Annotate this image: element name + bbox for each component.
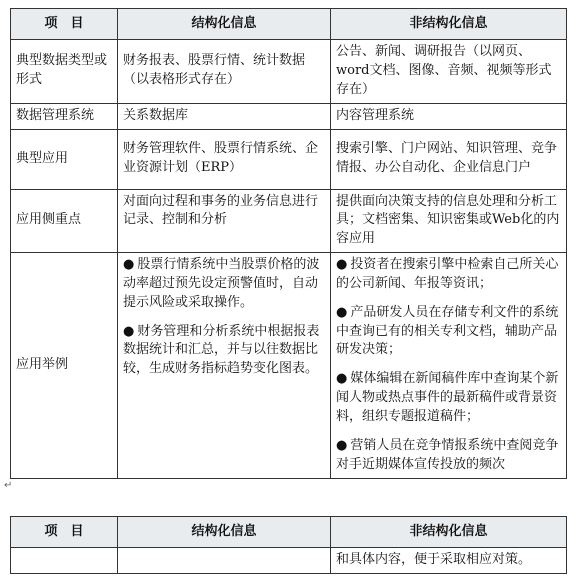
table-row <box>11 189 567 253</box>
bullet-icon: ● <box>336 304 348 320</box>
unstructured-cell: 公告、新闻、调研报告（以网页、word文档、图像、音频、视频等形式存在） <box>331 40 567 104</box>
example-item: ● 媒体编辑在新闻稿件库中查询某个新闻人物或热点事件的最新稿件或背景资料，组织专题报道稿件； <box>336 371 559 424</box>
example-item: ● 财务管理和分析系统中根据报表数据统计和汇总，并与以往数据比较，生成财务指标趋势变化图表。 <box>123 323 320 377</box>
paragraph-mark-icon: ↵ <box>4 480 13 491</box>
header-unstructured: 非结构化信息 <box>331 9 567 40</box>
bullet-icon: ● <box>336 437 348 453</box>
comparison-table-continued <box>10 516 567 574</box>
structured-cell: 财务报表、股票行情、统计数据（以表格形式存在） <box>118 40 331 104</box>
structured-cell: 财务管理软件、股票行情系统、企业资源计划（ERP） <box>118 129 331 189</box>
bullet-icon: ● <box>123 323 135 339</box>
bullet-icon: ● <box>336 371 348 387</box>
row-label: 应用举例 <box>11 253 118 478</box>
table-header-row <box>11 517 567 548</box>
header-structured: 结构化信息 <box>118 9 331 40</box>
bullet-icon: ● <box>123 257 135 273</box>
table-row <box>11 129 567 189</box>
structured-cell <box>118 548 331 574</box>
example-item: ● 股票行情系统中当股票价格的波动率超过预先设定预警值时，自动提示风险或采取操作。 <box>123 257 320 310</box>
unstructured-cell: 搜索引擎、门户网站、知识管理、竞争情报、办公自动化、企业信息门户 <box>331 129 567 189</box>
row-label: 典型数据类型或形式 <box>11 40 118 104</box>
table-row-example <box>11 253 567 478</box>
row-label: 典型应用 <box>11 129 118 189</box>
example-item: ● 投资者在搜索引擎中检索自己所关心的公司新闻、年报等资讯； <box>336 257 559 291</box>
example-item: ● 营销人员在竞争情报系统中查阅竞争对手近期媒体宣传投放的频次 <box>336 437 559 472</box>
structured-examples <box>118 253 331 478</box>
row-label <box>11 548 118 574</box>
table-row <box>11 103 567 129</box>
structured-cell: 关系数据库 <box>118 103 331 129</box>
table-row <box>11 40 567 104</box>
header-structured: 结构化信息 <box>118 517 331 548</box>
table-row <box>11 548 567 574</box>
row-label: 应用侧重点 <box>11 189 118 253</box>
header-item: 项 目 <box>11 517 118 548</box>
table-header-row <box>11 9 567 40</box>
unstructured-cell: 提供面向决策支持的信息处理和分析工具；文档密集、知识密集或Web化的内容应用 <box>331 189 567 253</box>
unstructured-examples <box>331 253 567 478</box>
header-item: 项 目 <box>11 9 118 40</box>
header-unstructured: 非结构化信息 <box>331 517 567 548</box>
row-label: 数据管理系统 <box>11 103 118 129</box>
unstructured-cell: 和具体内容，便于采取相应对策。 <box>331 548 567 574</box>
unstructured-cell: 内容管理系统 <box>331 103 567 129</box>
bullet-icon: ● <box>336 257 348 273</box>
comparison-table <box>10 8 567 479</box>
example-item: ● 产品研发人员在存储专利文件的系统中查询已有的相关专利文档，辅助产品研发决策； <box>336 304 559 358</box>
structured-cell: 对面向过程和事务的业务信息进行记录、控制和分析 <box>118 189 331 253</box>
